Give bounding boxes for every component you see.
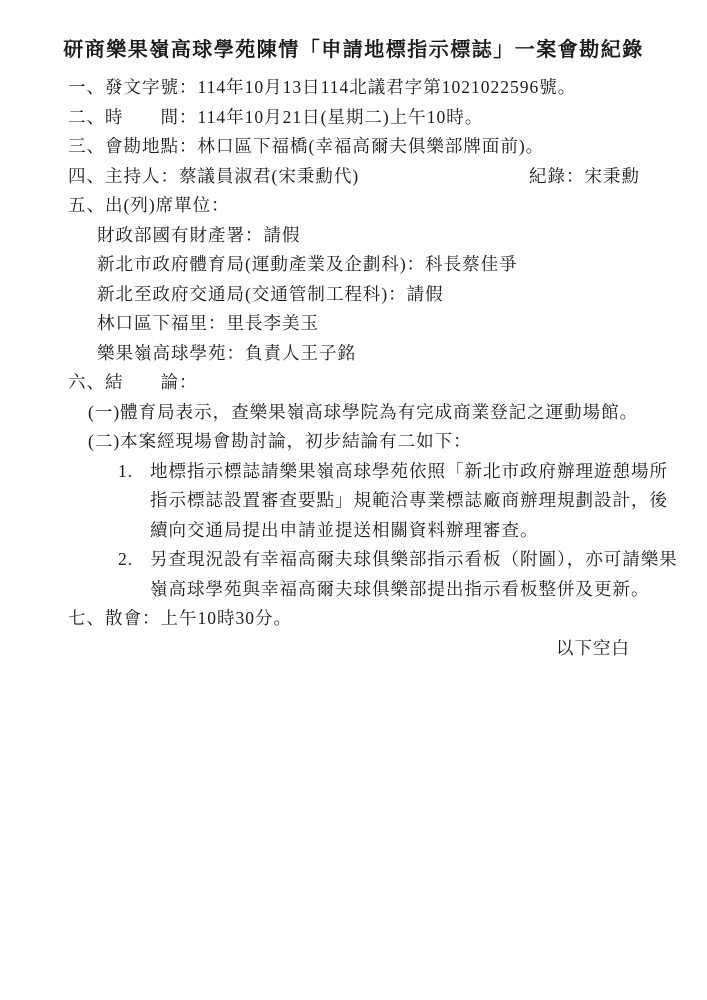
line-conclusion-header: 六、結 論： <box>68 372 198 392</box>
attendee-finance-ministry: 財政部國有財產署：請假 <box>97 224 301 245</box>
line-host-and-recorder <box>68 162 640 192</box>
attendee-village-chief: 林口區下福里：里長李美玉 <box>97 313 319 333</box>
attendee-sports-bureau: 新北市政府體育局(運動產業及企劃科)：科長蔡佳爭 <box>97 254 518 274</box>
conclusion-sub-item-1 <box>68 457 668 487</box>
line-issue-number: 一、發文字號：114年10月13日114北議君字第1021022596號。 <box>68 77 577 97</box>
item-1-text-line-3: 續向交通局提出申請並提送相關資料辦理審查。 <box>150 519 539 540</box>
line-meeting-location: 三、會勘地點：林口區下福橋(幸福高爾夫俱樂部牌面前)。 <box>68 136 545 156</box>
item-2-number: 2. <box>118 549 134 569</box>
document-title: 研商樂果嶺高球學苑陳情「申請地標指示標誌」一案會勘紀錄 <box>63 39 644 61</box>
blank-below-marker: 以下空白 <box>556 637 630 658</box>
line-meeting-time: 二、時 間：114年10月21日(星期二)上午10時。 <box>68 106 484 127</box>
conclusion-sub-item-2 <box>68 545 678 575</box>
conclusion-point-2: (二)本案經現場會勘討論，初步結論有二如下： <box>88 431 472 451</box>
recorder-text: 紀錄：宋秉勳 <box>529 165 640 186</box>
host-text: 四、主持人：蔡議員淑君(宋秉勳代) <box>68 165 360 186</box>
item-2-text-line-1: 另查現況設有幸福高爾夫球俱樂部指示看板（附圖），亦可請樂果 <box>150 549 678 569</box>
attendee-golf-academy: 樂果嶺高球學苑：負責人王子銘 <box>97 342 356 363</box>
item-2-text-line-2: 嶺高球學苑與幸福高爾夫球俱樂部提出指示看板整併及更新。 <box>150 578 650 599</box>
item-1-number: 1. <box>118 460 134 481</box>
conclusion-point-1: (一)體育局表示，查樂果嶺高球學院為有完成商業登記之運動場館。 <box>88 401 639 422</box>
document-body <box>0 64 707 663</box>
attendee-transport-bureau: 新北至政府交通局(交通管制工程科)：請假 <box>97 283 444 304</box>
item-1-text-line-2: 指示標誌設置審查要點」規範洽專業標誌廠商辦理規劃設計，後 <box>150 490 668 510</box>
item-1-text-line-1: 地標指示標誌請樂果嶺高球學苑依照「新北市政府辦理遊憩場所 <box>150 460 668 481</box>
line-adjournment: 七、散會：上午10時30分。 <box>68 608 292 628</box>
line-attendees-header: 五、出(列)席單位： <box>68 195 230 215</box>
